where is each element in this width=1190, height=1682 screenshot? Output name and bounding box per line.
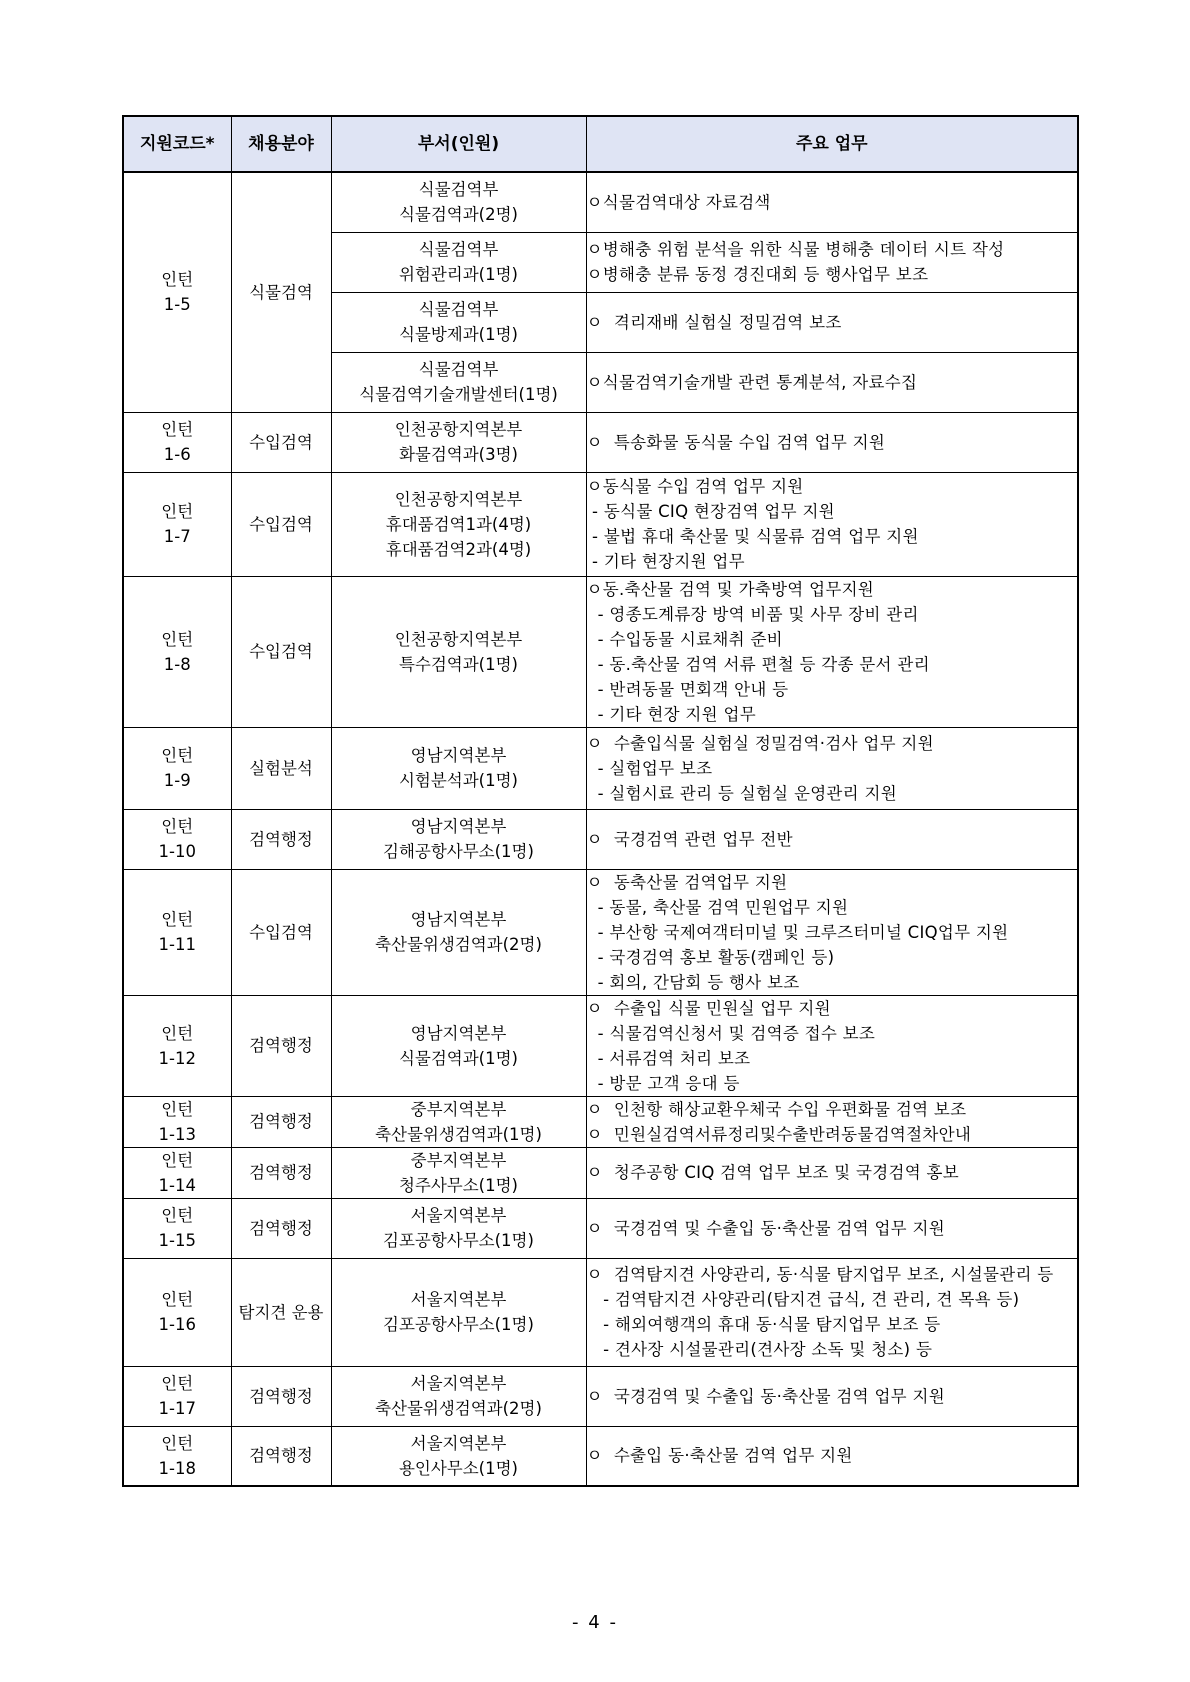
code-line: 인턴 xyxy=(161,910,194,929)
duty-line: - 기타 현장지원 업무 xyxy=(586,552,745,571)
code-line: 인턴 xyxy=(161,1206,194,1225)
duty-line: - 식물검역신청서 및 검역증 접수 보조 xyxy=(586,1023,876,1043)
department-line: 식물검역부 xyxy=(418,360,499,379)
header-field: 채용분야 xyxy=(231,116,331,172)
department-line: 영남지역본부 xyxy=(410,746,507,765)
duties-cell xyxy=(586,1426,1078,1486)
department-cell xyxy=(331,292,586,352)
code-cell xyxy=(123,809,231,869)
code-line: 인턴 xyxy=(161,270,194,290)
department-line: 식물검역과(2명) xyxy=(398,205,518,225)
duty-line: - 실험업무 보조 xyxy=(586,758,713,778)
code-cell xyxy=(123,472,231,576)
duty-line: - 영종도계류장 방역 비품 및 사무 장비 관리 xyxy=(586,604,919,624)
department-line: 식물검역기술개발센터(1명) xyxy=(359,385,558,404)
department-line: 용인사무소(1명) xyxy=(398,1458,518,1478)
duty-line: - 견사장 시설물관리(견사장 소독 및 청소) 등 xyxy=(586,1340,933,1359)
department-line: 청주사무소(1명) xyxy=(398,1175,518,1195)
duty-line: ㅇ동식물 수입 검역 업무 지원 xyxy=(586,477,804,496)
department-line: 식물검역과(1명) xyxy=(398,1048,518,1068)
field-cell: 수입검역 xyxy=(231,472,331,576)
duty-line: ㅇ 국경검역 및 수출입 동·축산물 검역 업무 지원 xyxy=(586,1386,945,1406)
department-cell xyxy=(331,352,586,412)
duty-line: ㅇ 수출입 식물 민원실 업무 지원 xyxy=(586,998,831,1018)
duty-line: - 검역탐지견 사양관리(탐지견 급식, 견 관리, 견 목욕 등) xyxy=(586,1290,1020,1309)
table-row xyxy=(123,172,1078,232)
field-cell: 수입검역 xyxy=(231,869,331,995)
table-row xyxy=(123,995,1078,1096)
header-department: 부서(인원) xyxy=(331,116,586,172)
table-row xyxy=(123,1147,1078,1198)
duty-line: ㅇ 수출입식물 실험실 정밀검역·검사 업무 지원 xyxy=(586,733,934,753)
duty-line: ㅇ동.축산물 검역 및 가축방역 업무지원 xyxy=(586,579,875,599)
code-cell xyxy=(123,412,231,472)
duty-line: - 부산항 국제여객터미널 및 크루즈터미널 CIQ업무 지원 xyxy=(586,922,1009,942)
duties-cell xyxy=(586,352,1078,412)
department-line: 중부지역본부 xyxy=(410,1150,507,1170)
department-line: 휴대품검역1과(4명) xyxy=(385,514,532,534)
department-cell xyxy=(331,1096,586,1147)
duty-line: ㅇ식물검역대상 자료검색 xyxy=(586,192,771,212)
code-line: 1-12 xyxy=(158,1048,196,1068)
code-line: 인턴 xyxy=(161,420,194,439)
code-cell xyxy=(123,1426,231,1486)
duty-line: ㅇ 수출입 동·축산물 검역 업무 지원 xyxy=(586,1446,853,1466)
department-cell xyxy=(331,1147,586,1198)
code-line: 인턴 xyxy=(161,1150,194,1170)
duty-line: ㅇ 국경검역 및 수출입 동·축산물 검역 업무 지원 xyxy=(586,1218,945,1238)
department-cell xyxy=(331,1198,586,1258)
table-header-row xyxy=(123,116,1078,172)
duties-cell xyxy=(586,727,1078,809)
code-line: 1-10 xyxy=(158,842,196,861)
field-cell: 검역행정 xyxy=(231,1096,331,1147)
field-cell: 검역행정 xyxy=(231,1426,331,1486)
duty-line: - 회의, 간담회 등 행사 보조 xyxy=(586,972,800,992)
duty-line: ㅇ병해충 분류 동정 경진대회 등 행사업무 보조 xyxy=(586,265,929,284)
duty-line: - 기타 현장 지원 업무 xyxy=(586,704,756,724)
code-line: 인턴 xyxy=(161,1023,194,1043)
table-row xyxy=(123,727,1078,809)
table-row xyxy=(123,1426,1078,1486)
duties-cell xyxy=(586,472,1078,576)
duties-cell xyxy=(586,869,1078,995)
department-line: 식물검역부 xyxy=(418,240,499,259)
duty-line: - 불법 휴대 축산물 및 식물류 검역 업무 지원 xyxy=(586,527,919,546)
code-line: 1-5 xyxy=(163,295,191,315)
field-cell: 수입검역 xyxy=(231,576,331,727)
duties-cell xyxy=(586,172,1078,232)
duty-line: ㅇ식물검역기술개발 관련 통계분석, 자료수집 xyxy=(586,372,918,392)
code-cell xyxy=(123,727,231,809)
code-line: 인턴 xyxy=(161,1099,194,1119)
duty-line: ㅇ 민원실검역서류정리및수출반려동물검역절차안내 xyxy=(586,1124,972,1144)
field-cell: 검역행정 xyxy=(231,1366,331,1426)
code-line: 인턴 xyxy=(161,502,194,521)
duty-line: ㅇ 특송화물 동식물 수입 검역 업무 지원 xyxy=(586,432,886,452)
duty-line: - 실험시료 관리 등 실험실 운영관리 지원 xyxy=(586,783,897,803)
table-body xyxy=(123,172,1078,1486)
duty-line: ㅇ 동축산물 검역업무 지원 xyxy=(586,872,788,892)
department-line: 서울지역본부 xyxy=(410,1290,507,1309)
department-line: 식물검역부 xyxy=(418,180,499,200)
department-cell xyxy=(331,472,586,576)
code-line: 1-14 xyxy=(158,1175,196,1195)
department-line: 시험분석과(1명) xyxy=(398,771,518,790)
code-cell xyxy=(123,1096,231,1147)
table-row xyxy=(123,809,1078,869)
code-cell xyxy=(123,1147,231,1198)
code-line: 1-7 xyxy=(163,527,191,546)
duty-line: - 반려동물 면회객 안내 등 xyxy=(586,679,789,699)
duties-cell xyxy=(586,1147,1078,1198)
code-line: 1-8 xyxy=(163,654,191,674)
field-cell: 수입검역 xyxy=(231,412,331,472)
duties-cell xyxy=(586,412,1078,472)
table-row xyxy=(123,472,1078,576)
code-cell xyxy=(123,1258,231,1366)
duty-line: - 수입동물 시료채취 준비 xyxy=(586,629,783,649)
field-cell: 검역행정 xyxy=(231,995,331,1096)
department-cell xyxy=(331,412,586,472)
table-row xyxy=(123,1198,1078,1258)
code-line: 1-17 xyxy=(158,1399,196,1418)
duty-line: ㅇ 인천항 해상교환우체국 수입 우편화물 검역 보조 xyxy=(586,1099,967,1119)
department-cell xyxy=(331,1366,586,1426)
field-cell: 실험분석 xyxy=(231,727,331,809)
department-line: 위험관리과(1명) xyxy=(398,265,518,284)
code-line: 인턴 xyxy=(161,746,194,765)
code-line: 1-6 xyxy=(163,445,191,464)
code-line: 1-18 xyxy=(158,1458,196,1478)
field-cell: 탐지견 운용 xyxy=(231,1258,331,1366)
department-cell xyxy=(331,232,586,292)
department-line: 인천공항지역본부 xyxy=(394,629,523,649)
department-cell xyxy=(331,809,586,869)
department-line: 서울지역본부 xyxy=(410,1433,507,1453)
department-line: 영남지역본부 xyxy=(410,910,507,929)
code-line: 1-11 xyxy=(158,935,196,954)
department-line: 특수검역과(1명) xyxy=(398,654,518,674)
department-cell xyxy=(331,869,586,995)
code-line: 1-9 xyxy=(163,771,191,790)
duties-cell xyxy=(586,576,1078,727)
code-line: 인턴 xyxy=(161,1290,194,1309)
code-line: 1-13 xyxy=(158,1124,196,1144)
department-line: 김포공항사무소(1명) xyxy=(383,1315,534,1334)
department-line: 인천공항지역본부 xyxy=(394,489,523,509)
table-row xyxy=(123,576,1078,727)
duty-line: - 해외여행객의 휴대 동·식물 탐지업무 보조 등 xyxy=(586,1315,941,1334)
code-line: 인턴 xyxy=(161,1374,194,1393)
duty-line: ㅇ 국경검역 관련 업무 전반 xyxy=(586,829,793,849)
header-code: 지원코드* xyxy=(123,116,231,172)
code-line: 인턴 xyxy=(161,1433,194,1453)
department-line: 축산물위생검역과(1명) xyxy=(375,1124,542,1144)
department-line: 축산물위생검역과(2명) xyxy=(375,1399,542,1418)
table-row xyxy=(123,1096,1078,1147)
table-row xyxy=(123,412,1078,472)
department-line: 김해공항사무소(1명) xyxy=(383,842,534,861)
department-line: 식물방제과(1명) xyxy=(398,325,518,344)
code-cell xyxy=(123,1366,231,1426)
department-line: 식물검역부 xyxy=(418,300,499,319)
code-cell xyxy=(123,869,231,995)
department-cell xyxy=(331,576,586,727)
department-line: 중부지역본부 xyxy=(410,1099,507,1119)
code-cell xyxy=(123,1198,231,1258)
duties-cell xyxy=(586,1198,1078,1258)
code-line: 인턴 xyxy=(161,817,194,836)
department-line: 서울지역본부 xyxy=(410,1206,507,1225)
recruitment-table xyxy=(122,115,1079,1487)
department-line: 인천공항지역본부 xyxy=(394,420,523,439)
code-cell xyxy=(123,576,231,727)
department-cell xyxy=(331,995,586,1096)
department-cell xyxy=(331,1258,586,1366)
table-row xyxy=(123,1258,1078,1366)
field-cell: 검역행정 xyxy=(231,1147,331,1198)
field-cell: 식물검역 xyxy=(231,172,331,412)
duty-line: ㅇ 청주공항 CIQ 검역 업무 보조 및 국경검역 홍보 xyxy=(586,1163,959,1182)
code-cell xyxy=(123,172,231,412)
field-cell: 검역행정 xyxy=(231,1198,331,1258)
duties-cell xyxy=(586,1258,1078,1366)
duties-cell xyxy=(586,232,1078,292)
duties-cell xyxy=(586,292,1078,352)
department-cell xyxy=(331,1426,586,1486)
code-line: 1-15 xyxy=(158,1231,196,1250)
department-line: 축산물위생검역과(2명) xyxy=(375,935,542,954)
department-line: 영남지역본부 xyxy=(410,1023,507,1043)
department-cell xyxy=(331,172,586,232)
duty-line: ㅇ 격리재배 실험실 정밀검역 보조 xyxy=(586,312,842,332)
department-line: 서울지역본부 xyxy=(410,1374,507,1393)
department-line: 휴대품검역2과(4명) xyxy=(385,539,532,559)
department-line: 화물검역과(3명) xyxy=(398,445,518,464)
duties-cell xyxy=(586,995,1078,1096)
code-line: 1-16 xyxy=(158,1315,196,1334)
duties-cell xyxy=(586,809,1078,869)
duty-line: - 방문 고객 응대 등 xyxy=(586,1073,740,1093)
duty-line: - 국경검역 홍보 활동(캠페인 등) xyxy=(586,947,835,967)
field-cell: 검역행정 xyxy=(231,809,331,869)
table-row xyxy=(123,869,1078,995)
department-line: 영남지역본부 xyxy=(410,817,507,836)
duty-line: - 동물, 축산물 검역 민원업무 지원 xyxy=(586,897,849,917)
duty-line: ㅇ병해충 위험 분석을 위한 식물 병해충 데이터 시트 작성 xyxy=(586,240,1005,259)
duty-line: - 동.축산물 검역 서류 편철 등 각종 문서 관리 xyxy=(586,654,930,674)
department-line: 김포공항사무소(1명) xyxy=(383,1231,534,1250)
header-duties: 주요 업무 xyxy=(586,116,1078,172)
table-row xyxy=(123,1366,1078,1426)
code-line: 인턴 xyxy=(161,629,194,649)
duty-line: ㅇ 검역탐지견 사양관리, 동·식물 탐지업무 보조, 시설물관리 등 xyxy=(586,1265,1054,1284)
duties-cell xyxy=(586,1096,1078,1147)
duty-line: - 서류검역 처리 보조 xyxy=(586,1048,751,1068)
department-cell xyxy=(331,727,586,809)
page-number: - 4 - xyxy=(572,1612,618,1633)
code-cell xyxy=(123,995,231,1096)
duty-line: - 동식물 CIQ 현장검역 업무 지원 xyxy=(586,502,835,521)
duties-cell xyxy=(586,1366,1078,1426)
